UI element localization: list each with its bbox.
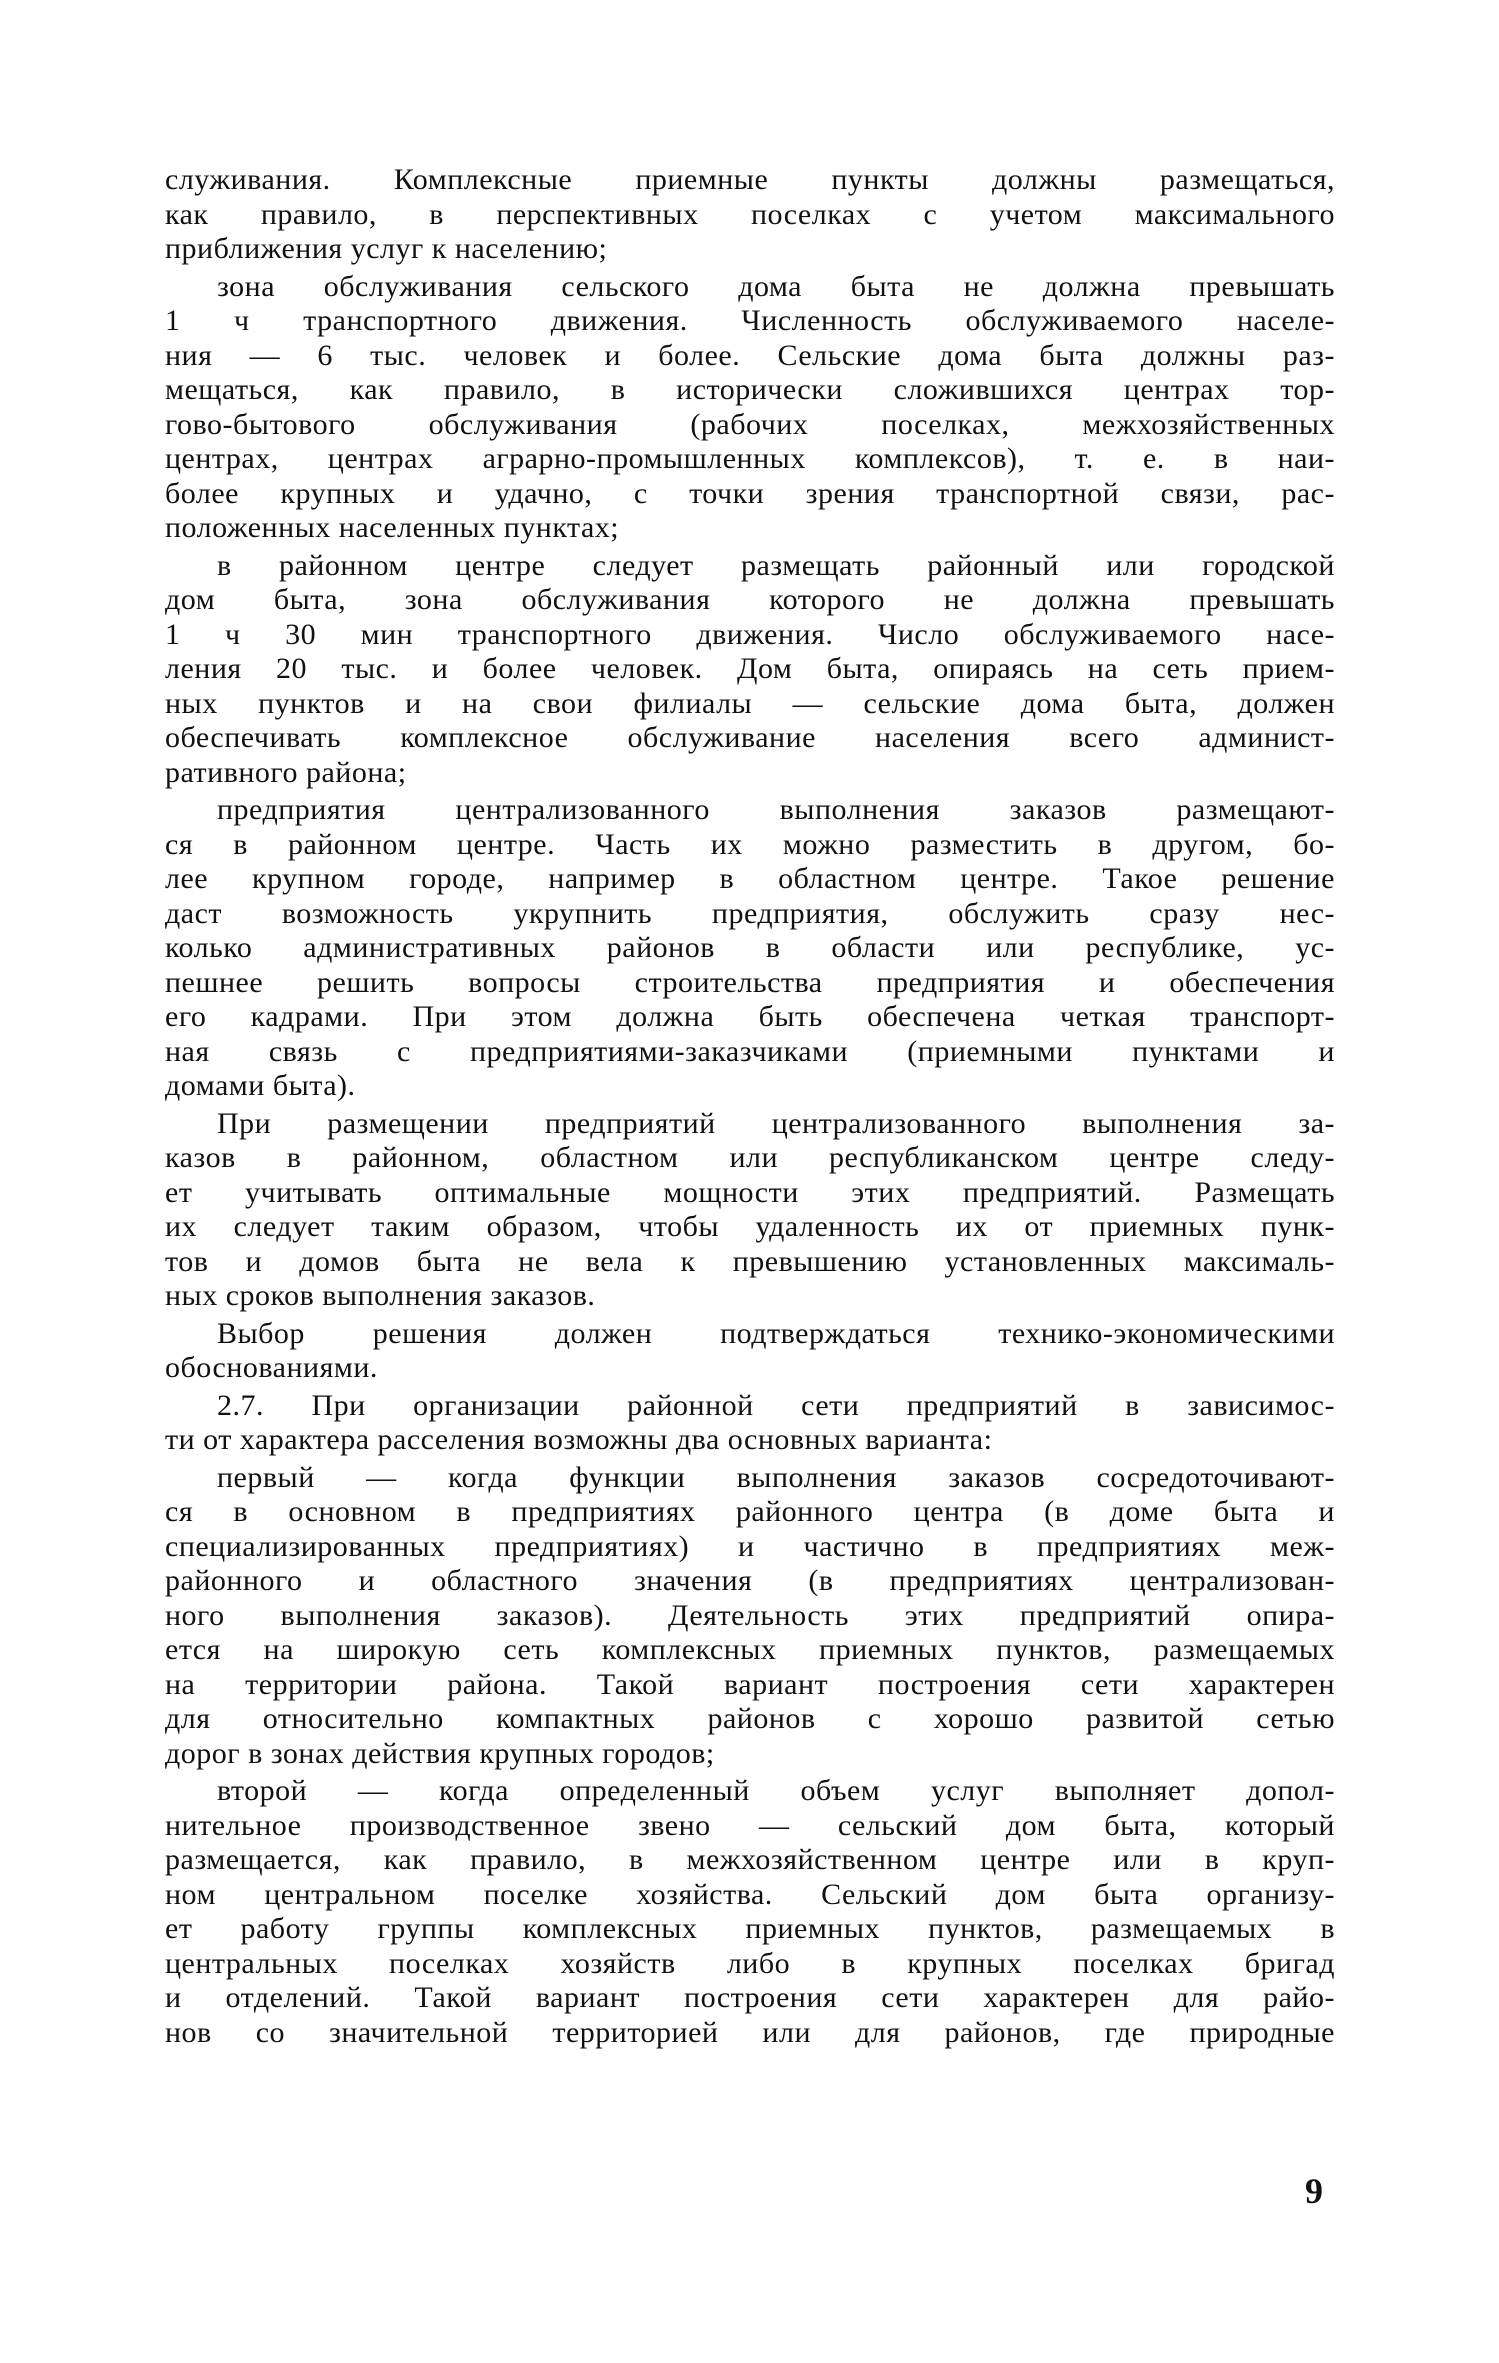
text-line: пешнее решить вопросы строительства предприятия и обеспечения xyxy=(165,965,1335,999)
text-line: зона обслуживания сельского дома быта не должна превышать xyxy=(217,269,1335,303)
text-line: даст возможность укрупнить предприятия, обслужить сразу нес- xyxy=(165,896,1335,930)
text-line: ется на широкую сеть комплексных приемных пунктов, размещаемых xyxy=(165,1633,1335,1666)
text-line: ся в районном центре. Часть их можно разместить в другом, бо- xyxy=(165,827,1335,861)
paragraph xyxy=(165,270,1335,546)
text-line: для относительно компактных районов с хорошо развитой сетью xyxy=(165,1702,1335,1735)
text-line: ет работу группы комплексных приемных пунктов, размещаемых в xyxy=(165,1912,1335,1945)
text-line: ного выполнения заказов). Деятельность этих предприятий опира- xyxy=(165,1598,1335,1632)
text-line: лее крупном городе, например в областном центре. Такое решение xyxy=(165,862,1335,895)
text-line: нительное производственное звено — сельский дом быта, который xyxy=(165,1808,1335,1842)
text-line: ных сроков выполнения заказов. xyxy=(165,1279,596,1312)
text-line: ления 20 тыс. и более человек. Дом быта, опираясь на сеть прием- xyxy=(165,652,1335,685)
paragraph xyxy=(165,1317,1335,1386)
text-line: дорог в зонах действия крупных городов; xyxy=(165,1736,715,1770)
text-line: районного и областного значения (в предприятиях централизован- xyxy=(165,1564,1335,1597)
text-line: 1 ч 30 мин транспортного движения. Число обслуживаемого насе- xyxy=(165,617,1335,651)
text-line: 1 ч транспортного движения. Численность обслуживаемого населе- xyxy=(165,304,1335,337)
text-line: предприятия централизованного выполнения заказов размещают- xyxy=(217,793,1335,826)
text-line: как правило, в перспективных поселках с учетом максимального xyxy=(165,197,1335,231)
text-line: домами быта). xyxy=(165,1069,356,1102)
text-line: мещаться, как правило, в исторически сложившихся центрах тор- xyxy=(165,373,1335,406)
text-line: гово-бытового обслуживания (рабочих поселках, межхозяйственных xyxy=(165,407,1335,441)
text-line: ративного района; xyxy=(165,755,407,789)
text-line: второй — когда определенный объем услуг выполняет допол- xyxy=(217,1774,1335,1807)
text-line: центрах, центрах аграрно-промышленных комплексов), т. е. в наи- xyxy=(165,442,1335,475)
text-line: центральных поселках хозяйств либо в крупных поселках бригад xyxy=(165,1946,1335,1980)
page-number: 9 xyxy=(1305,2171,1323,2211)
text-line: казов в районном, областном или республиканском центре следу- xyxy=(165,1141,1335,1174)
page-body xyxy=(165,160,1335,2050)
text-line: ния — 6 тыс. человек и более. Сельские дома быта должны раз- xyxy=(165,338,1335,372)
text-line: положенных населенных пунктах; xyxy=(165,511,620,544)
text-line: тов и домов быта не вела к превышению установленных максималь- xyxy=(165,1244,1335,1278)
text-line: ных пунктов и на свои филиалы — сельские дома быта, должен xyxy=(165,686,1335,720)
text-line: ная связь с предприятиями-заказчиками (приемными пунктами и xyxy=(165,1034,1335,1068)
text-line: и отделений. Такой вариант построения сети характерен для райо- xyxy=(165,1981,1335,2014)
paragraph xyxy=(165,1389,1335,1458)
text-line: в районном центре следует размещать районный или городской xyxy=(217,548,1335,582)
paragraph xyxy=(165,163,1335,267)
text-line: размещается, как правило, в межхозяйственном центре или в круп- xyxy=(165,1843,1335,1876)
text-line: их следует таким образом, чтобы удаленность их от приемных пунк- xyxy=(165,1210,1335,1243)
paragraph xyxy=(165,1774,1335,2050)
text-line: 2.7. При организации районной сети предприятий в зависимос- xyxy=(217,1388,1335,1422)
text-line: При размещении предприятий централизованного выполнения за- xyxy=(217,1106,1335,1140)
text-line: специализированных предприятиях) и частично в предприятиях меж- xyxy=(165,1529,1335,1563)
text-line: обоснованиями. xyxy=(165,1351,378,1384)
text-line: служивания. Комплексные приемные пункты должны размещаться, xyxy=(165,163,1335,196)
text-line: колько административных районов в области или республике, ус- xyxy=(165,931,1335,964)
text-line: ти от характера расселения возможны два основных варианта: xyxy=(165,1423,993,1456)
paragraph xyxy=(165,1461,1335,1772)
text-line: дом быта, зона обслуживания которого не должна превышать xyxy=(165,583,1335,616)
text-line: его кадрами. При этом должна быть обеспечена четкая транспорт- xyxy=(165,1000,1335,1033)
text-line: приближения услуг к населению; xyxy=(165,232,608,265)
text-line: нов со значительной территорией или для районов, где природные xyxy=(165,2015,1335,2049)
paragraph xyxy=(165,793,1335,1104)
text-line: ном центральном поселке хозяйства. Сельский дом быта организу- xyxy=(165,1877,1335,1911)
text-line: на территории района. Такой вариант построения сети характерен xyxy=(165,1667,1335,1701)
text-line: ет учитывать оптимальные мощности этих предприятий. Размещать xyxy=(165,1175,1335,1209)
text-line: ся в основном в предприятиях районного центра (в доме быта и xyxy=(165,1495,1335,1528)
paragraph xyxy=(165,1107,1335,1314)
text-line: Выбор решения должен подтверждаться технико-экономическими xyxy=(217,1316,1335,1350)
text-line: обеспечивать комплексное обслуживание населения всего админист- xyxy=(165,721,1335,754)
text-line: более крупных и удачно, с точки зрения транспортной связи, рас- xyxy=(165,476,1335,510)
text-line: первый — когда функции выполнения заказов сосредоточивают- xyxy=(217,1460,1335,1494)
paragraph xyxy=(165,549,1335,791)
